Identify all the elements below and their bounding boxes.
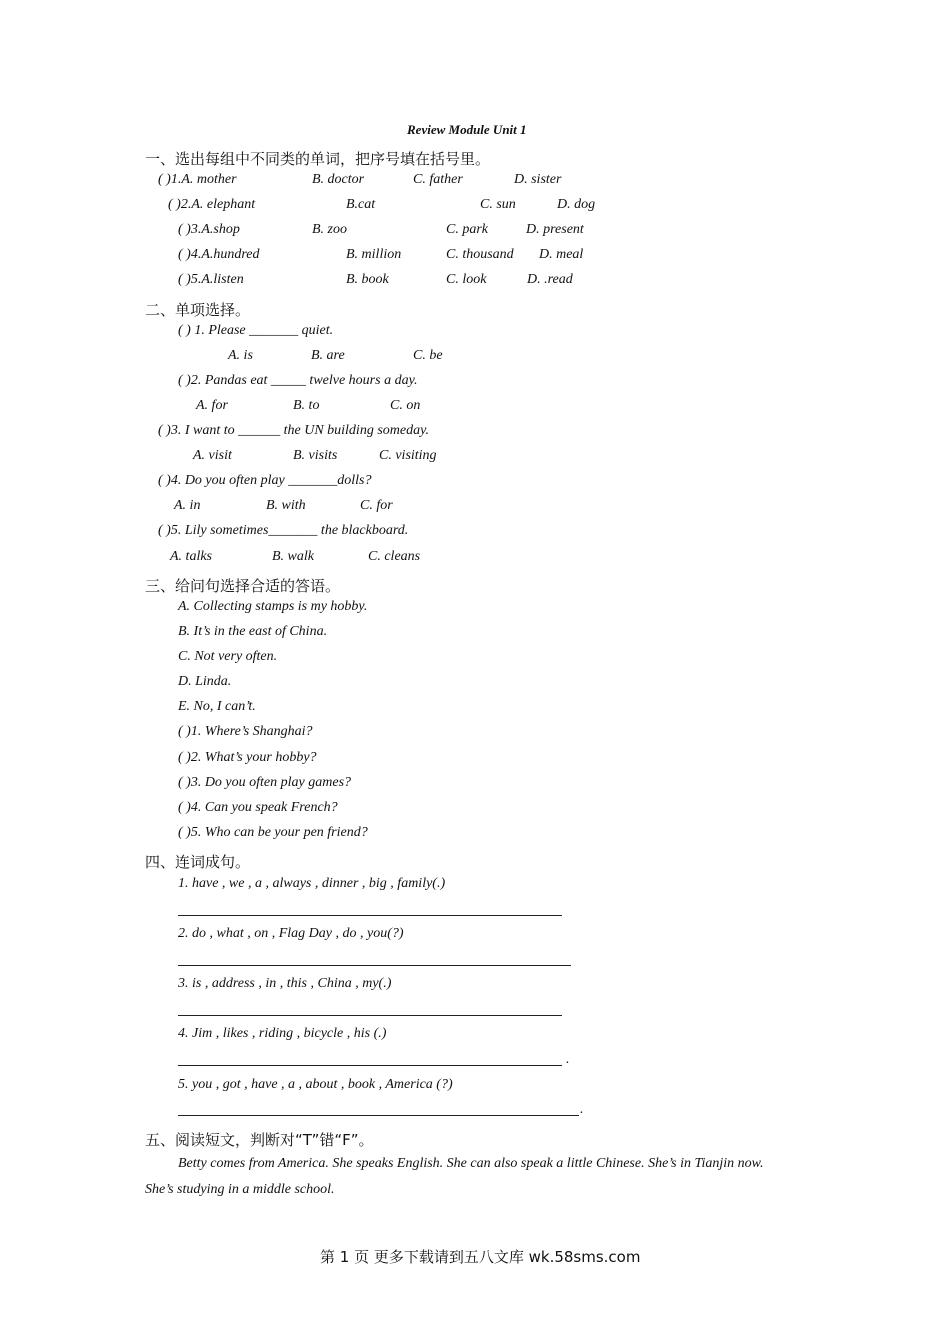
s3-question: ( )1. Where’s Shanghai? — [178, 724, 313, 739]
s4-scrambled-sentence: 5. you , got , have , a , about , book , America (?) — [178, 1077, 453, 1092]
s3-answer-option: E. No, I can’t. — [178, 699, 256, 714]
s2-q1-option-a: A. is — [228, 348, 253, 363]
s4-scrambled-sentence: 3. is , address , in , this , China , my(.) — [178, 976, 392, 991]
s1-q3-option-b: B. zoo — [312, 222, 347, 237]
s3-question: ( )3. Do you often play games? — [178, 775, 352, 790]
s1-q5-stem: ( )5.A.listen — [178, 272, 244, 287]
s1-q1-option-b: B. doctor — [312, 172, 365, 187]
answer-line-period: . — [566, 1052, 570, 1067]
s1-q5-option-b: B. book — [346, 272, 389, 287]
s2-q4-option-a: A. in — [174, 498, 201, 513]
s2-q1-option-b: B. are — [311, 348, 345, 363]
s1-q5-option-d: D. .read — [527, 272, 573, 287]
s2-q3-option-a: A. visit — [193, 448, 232, 463]
s3-question: ( )5. Who can be your pen friend? — [178, 825, 368, 840]
s1-q1-stem: ( )1.A. mother — [158, 172, 237, 187]
s2-q5-option-a: A. talks — [170, 549, 212, 564]
s3-answer-option: B. It’s in the east of China. — [178, 624, 328, 639]
s1-q1-option-c: C. father — [413, 172, 463, 187]
page-footer: 第 1 页 更多下载请到五八文库 wk.58sms.com — [320, 1248, 641, 1266]
s1-q4-option-d: D. meal — [539, 247, 584, 262]
s1-q4-option-b: B. million — [346, 247, 402, 262]
s3-question: ( )2. What’s your hobby? — [178, 750, 317, 765]
page-title: Review Module Unit 1 — [407, 122, 527, 137]
s2-q2-stem: ( )2. Pandas eat _____ twelve hours a day. — [178, 373, 418, 388]
s1-q2-option-b: B.cat — [346, 197, 376, 212]
s1-q4-stem: ( )4.A.hundred — [178, 247, 260, 262]
s1-q2-stem: ( )2.A. elephant — [168, 197, 256, 212]
answer-line — [178, 1065, 562, 1066]
reading-passage-line-2: She’s studying in a middle school. — [145, 1182, 335, 1197]
s4-scrambled-sentence: 2. do , what , on , Flag Day , do , you(?) — [178, 926, 404, 941]
answer-line — [178, 1115, 579, 1116]
s1-q2-option-c: C. sun — [480, 197, 516, 212]
section-1-heading: 一、选出每组中不同类的单词，把序号填在括号里。 — [145, 150, 491, 168]
s3-answer-option: C. Not very often. — [178, 649, 278, 664]
s1-q3-stem: ( )3.A.shop — [178, 222, 240, 237]
s2-q1-stem: ( ) 1. Please _______ quiet. — [178, 323, 334, 338]
section-4-heading: 四、连词成句。 — [145, 853, 251, 871]
answer-line — [178, 965, 571, 966]
section-5-heading: 五、阅读短文，判断对“T”错“F”。 — [145, 1131, 374, 1149]
s1-q1-option-d: D. sister — [514, 172, 562, 187]
s4-scrambled-sentence: 4. Jim , likes , riding , bicycle , his (.) — [178, 1026, 387, 1041]
s1-q2-option-d: D. dog — [557, 197, 596, 212]
s2-q3-option-b: B. visits — [293, 448, 338, 463]
s1-q3-option-d: D. present — [526, 222, 584, 237]
s2-q4-option-c: C. for — [360, 498, 393, 513]
s1-q5-option-c: C. look — [446, 272, 487, 287]
reading-passage-line-1: Betty comes from America. She speaks English. She can also speak a little Chinese. She’s in Tianjin now. — [178, 1156, 764, 1171]
s2-q3-option-c: C. visiting — [379, 448, 437, 463]
answer-line-period: . — [580, 1102, 584, 1117]
s2-q4-stem: ( )4. Do you often play _______dolls? — [158, 473, 372, 488]
s3-answer-option: A. Collecting stamps is my hobby. — [178, 599, 368, 614]
s1-q4-option-c: C. thousand — [446, 247, 514, 262]
s2-q2-option-b: B. to — [293, 398, 320, 413]
s2-q1-option-c: C. be — [413, 348, 443, 363]
s2-q5-option-b: B. walk — [272, 549, 314, 564]
answer-line — [178, 1015, 562, 1016]
s1-q3-option-c: C. park — [446, 222, 488, 237]
s2-q3-stem: ( )3. I want to ______ the UN building someday. — [158, 423, 430, 438]
s2-q2-option-a: A. for — [196, 398, 228, 413]
section-3-heading: 三、给问句选择合适的答语。 — [145, 577, 341, 595]
s4-scrambled-sentence: 1. have , we , a , always , dinner , big , family(.) — [178, 876, 446, 891]
s2-q5-option-c: C. cleans — [368, 549, 421, 564]
s3-question: ( )4. Can you speak French? — [178, 800, 338, 815]
s2-q2-option-c: C. on — [390, 398, 421, 413]
s2-q5-stem: ( )5. Lily sometimes_______ the blackboard. — [158, 523, 409, 538]
section-2-heading: 二、单项选择。 — [145, 301, 251, 319]
s2-q4-option-b: B. with — [266, 498, 306, 513]
s3-answer-option: D. Linda. — [178, 674, 232, 689]
answer-line — [178, 915, 562, 916]
